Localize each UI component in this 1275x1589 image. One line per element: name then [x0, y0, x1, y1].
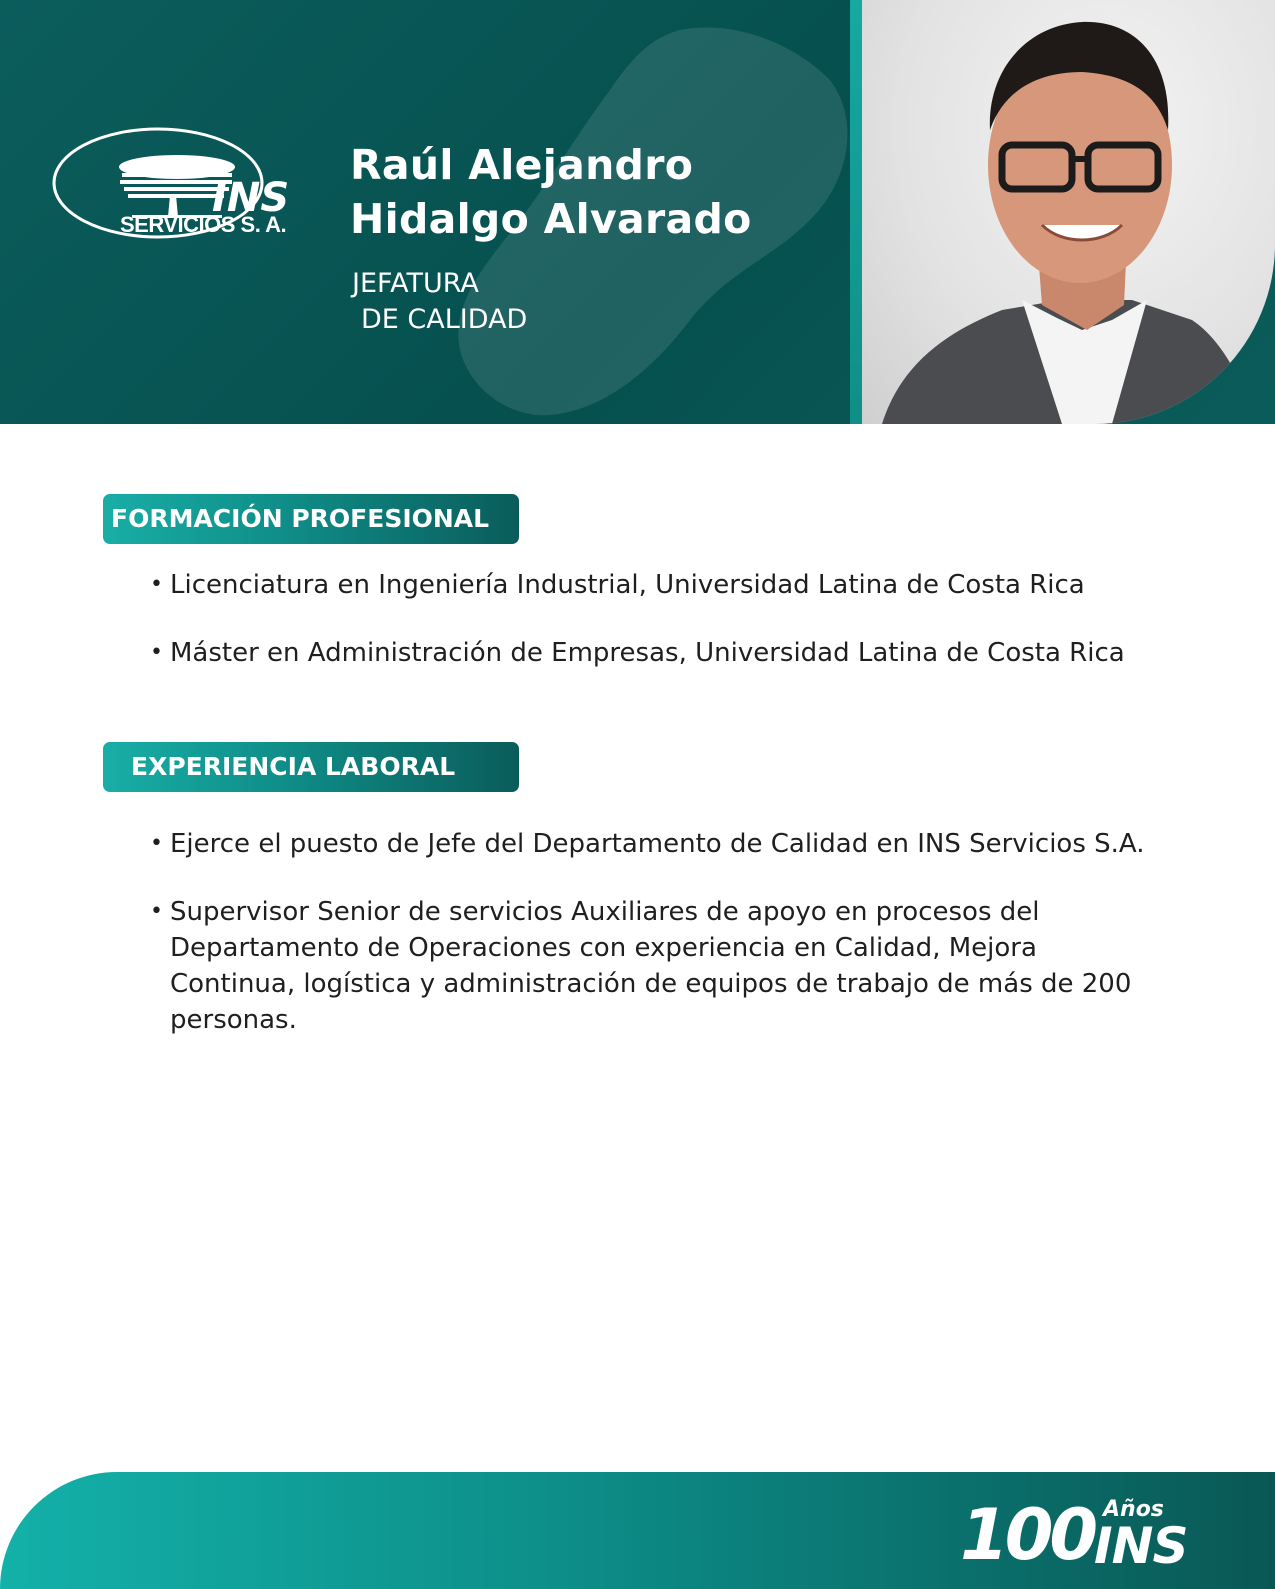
bullet-icon: • [150, 640, 163, 665]
experience-list [150, 826, 1150, 1070]
portrait-photo [862, 0, 1275, 424]
logo-brand-text: INS [212, 175, 290, 221]
profile-role-line-2: DE CALIDAD [361, 304, 528, 335]
bullet-icon: • [150, 831, 163, 856]
list-item [150, 894, 1150, 1038]
portrait-icon [862, 0, 1275, 424]
100-anos-ins-badge [960, 1494, 1210, 1576]
tree-logo-icon [52, 125, 302, 240]
education-item-text: Licenciatura en Ingeniería Industrial, Universidad Latina de Costa Rica [170, 570, 1085, 600]
experience-section-title: EXPERIENCIA LABORAL [103, 742, 519, 792]
logo-subtitle-text: SERVICIOS S. A. [120, 212, 287, 237]
profile-name-block [350, 138, 752, 338]
badge-number: 100 [960, 1494, 1095, 1576]
ins-servicios-logo [52, 125, 302, 240]
list-item [150, 635, 1150, 671]
bullet-icon: • [150, 899, 163, 924]
education-item-text: Máster en Administración de Empresas, Universidad Latina de Costa Rica [170, 638, 1125, 668]
list-item [150, 567, 1150, 603]
experience-item-text: Supervisor Senior de servicios Auxiliares de apoyo en procesos del Departamento de Operaciones con experiencia en Calidad, Mejora Continua, logística y administración de equipos de trabajo de más de 200 personas. [170, 897, 1132, 1035]
education-section-title: FORMACIÓN PROFESIONAL [103, 494, 519, 544]
list-item [150, 826, 1150, 862]
education-list [150, 567, 1150, 703]
badge-word: Años [1103, 1497, 1164, 1522]
badge-brand: INS [1094, 1517, 1188, 1575]
bullet-icon: • [150, 572, 163, 597]
profile-name-line-1: Raúl Alejandro [350, 141, 694, 189]
profile-name-line-2: Hidalgo Alvarado [350, 195, 752, 243]
profile-role-line-1: JEFATURA [352, 268, 479, 299]
experience-item-text: Ejerce el puesto de Jefe del Departamento de Calidad en INS Servicios S.A. [170, 829, 1145, 859]
photo-accent-bar [850, 0, 862, 424]
